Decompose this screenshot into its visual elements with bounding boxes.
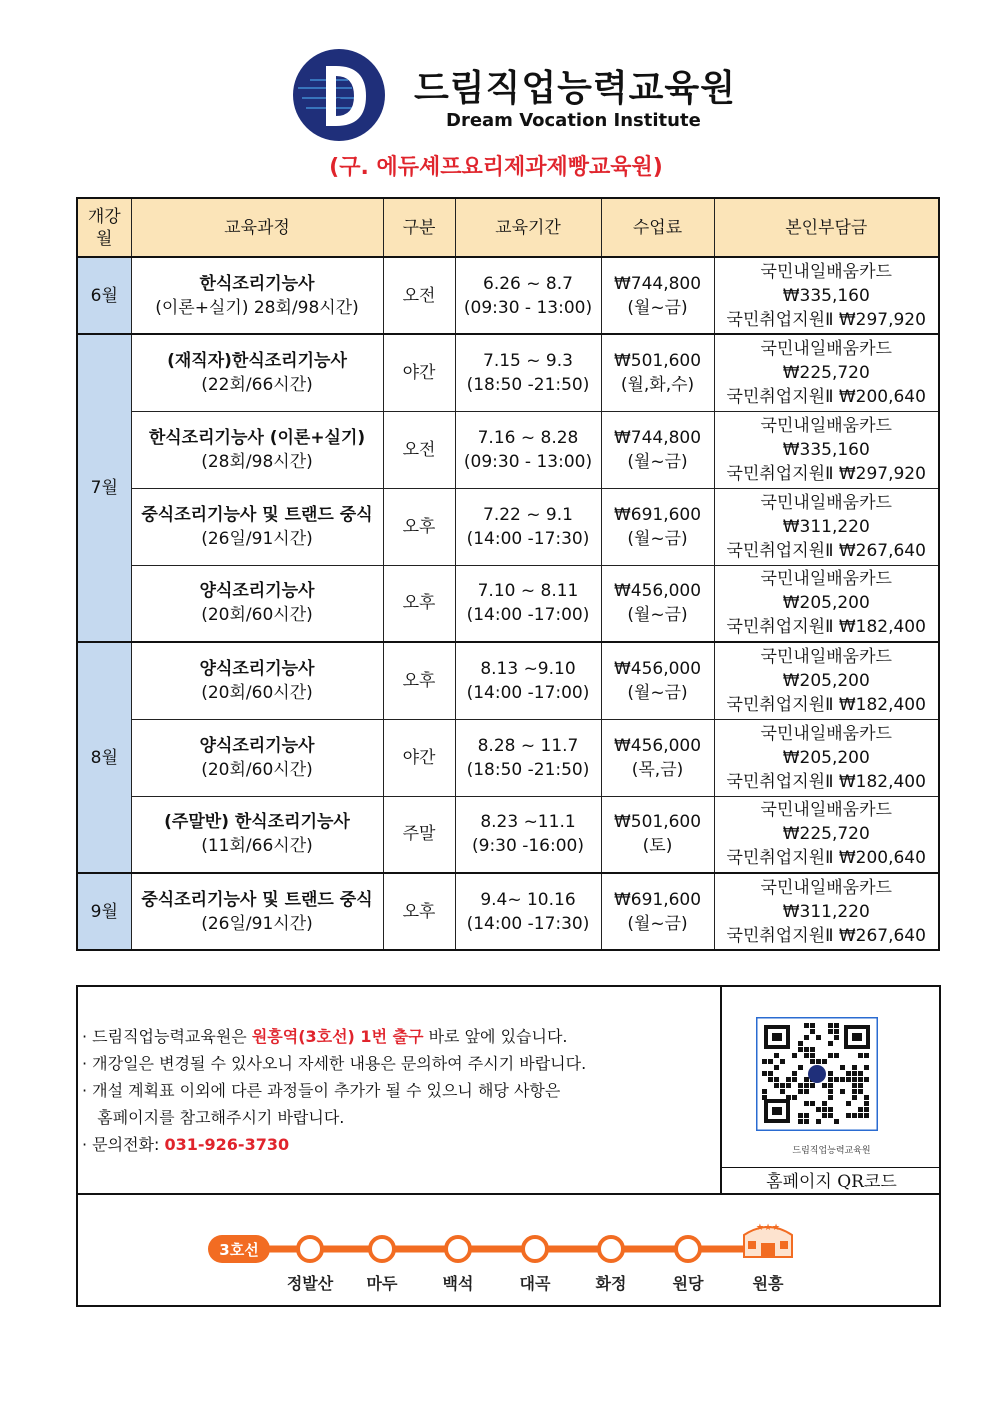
- logo-icon: [292, 48, 386, 142]
- fee-amount: ₩501,600: [613, 812, 702, 833]
- station-marker: [298, 1237, 322, 1261]
- fee-amount: ₩456,000: [613, 581, 702, 602]
- copay-card: 국민내일배움카드 ₩335,160: [760, 415, 892, 460]
- copay-cell: [714, 719, 939, 796]
- qr-caption: 드림직업능력교육원: [792, 1146, 871, 1156]
- course-sessions: (28회/98시간): [201, 451, 313, 472]
- subway-line-map: [78, 1197, 939, 1307]
- copay-card: 국민내일배움카드 ₩311,220: [760, 877, 892, 922]
- table-row: [77, 257, 939, 334]
- header-period: 교육기간: [455, 198, 601, 257]
- period-dates: 7.10 ~ 8.11: [477, 581, 579, 602]
- copay-support: 국민취업지원Ⅱ ₩267,640: [726, 925, 926, 946]
- former-name: (구. 에듀셰프요리제과제빵교육원): [329, 155, 663, 180]
- station-marker: [599, 1237, 623, 1261]
- period-cell: [455, 642, 601, 719]
- copay-cell: [714, 488, 939, 565]
- period-time: (18:50 -21:50): [466, 374, 590, 395]
- course-name: 한식조리기능사: [199, 273, 315, 294]
- station-marker: [370, 1237, 394, 1261]
- header-copay: 본인부담금: [714, 198, 939, 257]
- copay-card: 국민내일배움카드 ₩311,220: [760, 492, 892, 537]
- info-text: [82, 1023, 586, 1158]
- logo-letter: D: [335, 97, 343, 106]
- course-name: (주말반) 한식조리기능사: [164, 812, 350, 833]
- table-row: [77, 411, 939, 488]
- info-section: [78, 987, 939, 1195]
- fee-cell: [601, 334, 714, 411]
- fee-days: (월~금): [627, 682, 688, 703]
- course-cell: [131, 719, 383, 796]
- brand-name-korean: 드림직업능력교육원: [414, 68, 736, 109]
- period-cell: [455, 411, 601, 488]
- fee-cell: [601, 488, 714, 565]
- info-line-homepage: 홈페이지를 참고해주시기 바랍니다.: [82, 1108, 345, 1127]
- period-cell: [455, 796, 601, 873]
- period-time: (9:30 -16:00): [472, 836, 584, 857]
- type-cell: 오후: [383, 873, 455, 950]
- period-dates: 7.16 ~ 8.28: [477, 427, 579, 448]
- type-cell: 오전: [383, 411, 455, 488]
- header: [0, 40, 992, 160]
- copay-cell: [714, 565, 939, 642]
- type-cell: 주말: [383, 796, 455, 873]
- period-dates: 7.22 ~ 9.1: [483, 504, 573, 525]
- info-line-change: · 개강일은 변경될 수 있사오니 자세한 내용은 문의하여 주시기 바랍니다.: [82, 1054, 587, 1073]
- fee-cell: [601, 642, 714, 719]
- fee-amount: ₩691,600: [613, 889, 702, 910]
- type-cell: 야간: [383, 719, 455, 796]
- fee-cell: [601, 565, 714, 642]
- fee-amount: ₩456,000: [613, 735, 702, 756]
- period-dates: 8.23 ~11.1: [480, 812, 576, 833]
- station-building-icon: [744, 1223, 792, 1257]
- table-row: [77, 565, 939, 642]
- copay-card: 국민내일배움카드 ₩335,160: [760, 261, 892, 306]
- header-month: 개강 월: [77, 198, 131, 257]
- course-sessions: (20회/60시간): [201, 759, 313, 780]
- month-cell: 9월: [77, 873, 131, 950]
- course-cell: [131, 796, 383, 873]
- month-cell: 8월: [77, 642, 131, 873]
- fee-days: (월~금): [627, 297, 688, 318]
- qr-area: [720, 987, 939, 1195]
- station-name: 원흥: [752, 1274, 784, 1293]
- period-dates: 6.26 ~ 8.7: [483, 273, 573, 294]
- copay-support: 국민취업지원Ⅱ ₩200,640: [726, 848, 926, 869]
- month-cell: 7월: [77, 334, 131, 642]
- info-line-extra: · 개설 계획표 이외에 다른 과정들이 추가가 될 수 있으니 해당 사항은: [82, 1081, 561, 1100]
- period-cell: [455, 719, 601, 796]
- course-cell: [131, 565, 383, 642]
- course-sessions: (20회/60시간): [201, 682, 313, 703]
- period-time: (18:50 -21:50): [466, 759, 590, 780]
- course-cell: [131, 334, 383, 411]
- copay-support: 국민취업지원Ⅱ ₩297,920: [726, 463, 926, 484]
- period-cell: [455, 873, 601, 950]
- period-cell: [455, 488, 601, 565]
- header-type: 구분: [383, 198, 455, 257]
- course-cell: [131, 642, 383, 719]
- copay-cell: [714, 642, 939, 719]
- copay-support: 국민취업지원Ⅱ ₩182,400: [726, 617, 926, 638]
- station-name: 화정: [595, 1274, 627, 1293]
- course-cell: [131, 488, 383, 565]
- copay-card: 국민내일배움카드 ₩225,720: [760, 800, 892, 845]
- course-name: 양식조리기능사: [199, 735, 315, 756]
- fee-cell: [601, 719, 714, 796]
- fee-days: (월~금): [627, 528, 688, 549]
- copay-cell: [714, 873, 939, 950]
- copay-cell: [714, 796, 939, 873]
- course-name: 양식조리기능사: [199, 658, 315, 679]
- fee-cell: [601, 873, 714, 950]
- course-name: 양식조리기능사: [199, 581, 315, 602]
- header-fee: 수업료: [601, 198, 714, 257]
- schedule-table: [76, 197, 940, 951]
- month-cell: 6월: [77, 257, 131, 334]
- course-cell: [131, 257, 383, 334]
- type-cell: 오전: [383, 257, 455, 334]
- copay-support: 국민취업지원Ⅱ ₩297,920: [726, 309, 926, 330]
- course-sessions: (26일/91시간): [201, 913, 313, 934]
- course-sessions: (11회/66시간): [201, 836, 313, 857]
- copay-card: 국민내일배움카드 ₩205,200: [760, 646, 892, 691]
- station-name: 대곡: [519, 1274, 551, 1293]
- period-dates: 7.15 ~ 9.3: [483, 350, 573, 371]
- fee-days: (월~금): [627, 451, 688, 472]
- table-row: [77, 719, 939, 796]
- type-cell: 오후: [383, 642, 455, 719]
- copay-cell: [714, 334, 939, 411]
- copay-support: 국민취업지원Ⅱ ₩200,640: [726, 386, 926, 407]
- table-row: [77, 334, 939, 411]
- copay-cell: [714, 411, 939, 488]
- qr-label: 홈페이지 QR코드: [722, 1167, 941, 1195]
- course-name: 한식조리기능사 (이론+실기): [148, 427, 366, 448]
- svg-text:★★★: ★★★: [755, 1223, 781, 1233]
- station-marker: [523, 1237, 547, 1261]
- info-box: [76, 985, 941, 1307]
- fee-amount: ₩501,600: [613, 350, 702, 371]
- copay-card: 국민내일배움카드 ₩225,720: [760, 338, 892, 383]
- station-name: 원당: [672, 1274, 704, 1293]
- qr-code-icon[interactable]: [756, 1017, 878, 1131]
- period-dates: 8.28 ~ 11.7: [477, 735, 579, 756]
- type-cell: 오후: [383, 565, 455, 642]
- table-row: [77, 796, 939, 873]
- copay-card: 국민내일배움카드 ₩205,200: [760, 569, 892, 614]
- brand-name-english: Dream Vocation Institute: [446, 110, 701, 131]
- copay-support: 국민취업지원Ⅱ ₩182,400: [726, 694, 926, 715]
- fee-days: (월,화,수): [620, 374, 695, 395]
- fee-cell: [601, 796, 714, 873]
- period-cell: [455, 565, 601, 642]
- fee-days: (월~금): [627, 605, 688, 626]
- course-sessions: (26일/91시간): [201, 528, 313, 549]
- course-sessions: (이론+실기) 28회/98시간): [155, 297, 359, 318]
- fee-cell: [601, 411, 714, 488]
- period-cell: [455, 257, 601, 334]
- table-row: [77, 873, 939, 950]
- type-cell: 오후: [383, 488, 455, 565]
- course-name: 중식조리기능사 및 트랜드 중식: [141, 889, 373, 910]
- header-course: 교육과정: [131, 198, 383, 257]
- period-time: (14:00 -17:30): [466, 528, 590, 549]
- period-time: (09:30 - 13:00): [463, 451, 593, 472]
- course-name: 중식조리기능사 및 트랜드 중식: [141, 504, 373, 525]
- period-cell: [455, 334, 601, 411]
- line-badge-label: 3호선: [219, 1241, 259, 1259]
- table-row: [77, 488, 939, 565]
- station-marker: [676, 1237, 700, 1261]
- fee-days: (월~금): [627, 913, 688, 934]
- info-line-phone: · 문의전화: 031-926-3730: [82, 1135, 290, 1154]
- copay-card: 국민내일배움카드 ₩205,200: [760, 723, 892, 768]
- fee-cell: [601, 257, 714, 334]
- course-sessions: (20회/60시간): [201, 605, 313, 626]
- station-marker: [446, 1237, 470, 1261]
- period-time: (14:00 -17:30): [466, 913, 590, 934]
- period-dates: 8.13 ~9.10: [480, 658, 576, 679]
- course-name: (재직자)한식조리기능사: [167, 350, 347, 371]
- course-cell: [131, 873, 383, 950]
- table-row: [77, 642, 939, 719]
- copay-cell: [714, 257, 939, 334]
- fee-days: (목,금): [631, 759, 684, 780]
- period-time: (09:30 - 13:00): [463, 297, 593, 318]
- type-cell: 야간: [383, 334, 455, 411]
- fee-amount: ₩691,600: [613, 504, 702, 525]
- station-name: 마두: [366, 1274, 398, 1293]
- copay-support: 국민취업지원Ⅱ ₩182,400: [726, 771, 926, 792]
- fee-days: (토): [642, 836, 673, 857]
- info-line-location: · 드림직업능력교육원은 원흥역(3호선) 1번 출구 바로 앞에 있습니다.: [82, 1027, 568, 1046]
- period-time: (14:00 -17:00): [466, 605, 590, 626]
- station-name: 정발산: [286, 1274, 334, 1293]
- period-dates: 9.4~ 10.16: [480, 889, 576, 910]
- course-sessions: (22회/66시간): [201, 374, 313, 395]
- period-time: (14:00 -17:00): [466, 682, 590, 703]
- copay-support: 국민취업지원Ⅱ ₩267,640: [726, 540, 926, 561]
- fee-amount: ₩744,800: [613, 273, 702, 294]
- station-name: 백석: [442, 1274, 474, 1293]
- fee-amount: ₩456,000: [613, 658, 702, 679]
- fee-amount: ₩744,800: [613, 427, 702, 448]
- course-cell: [131, 411, 383, 488]
